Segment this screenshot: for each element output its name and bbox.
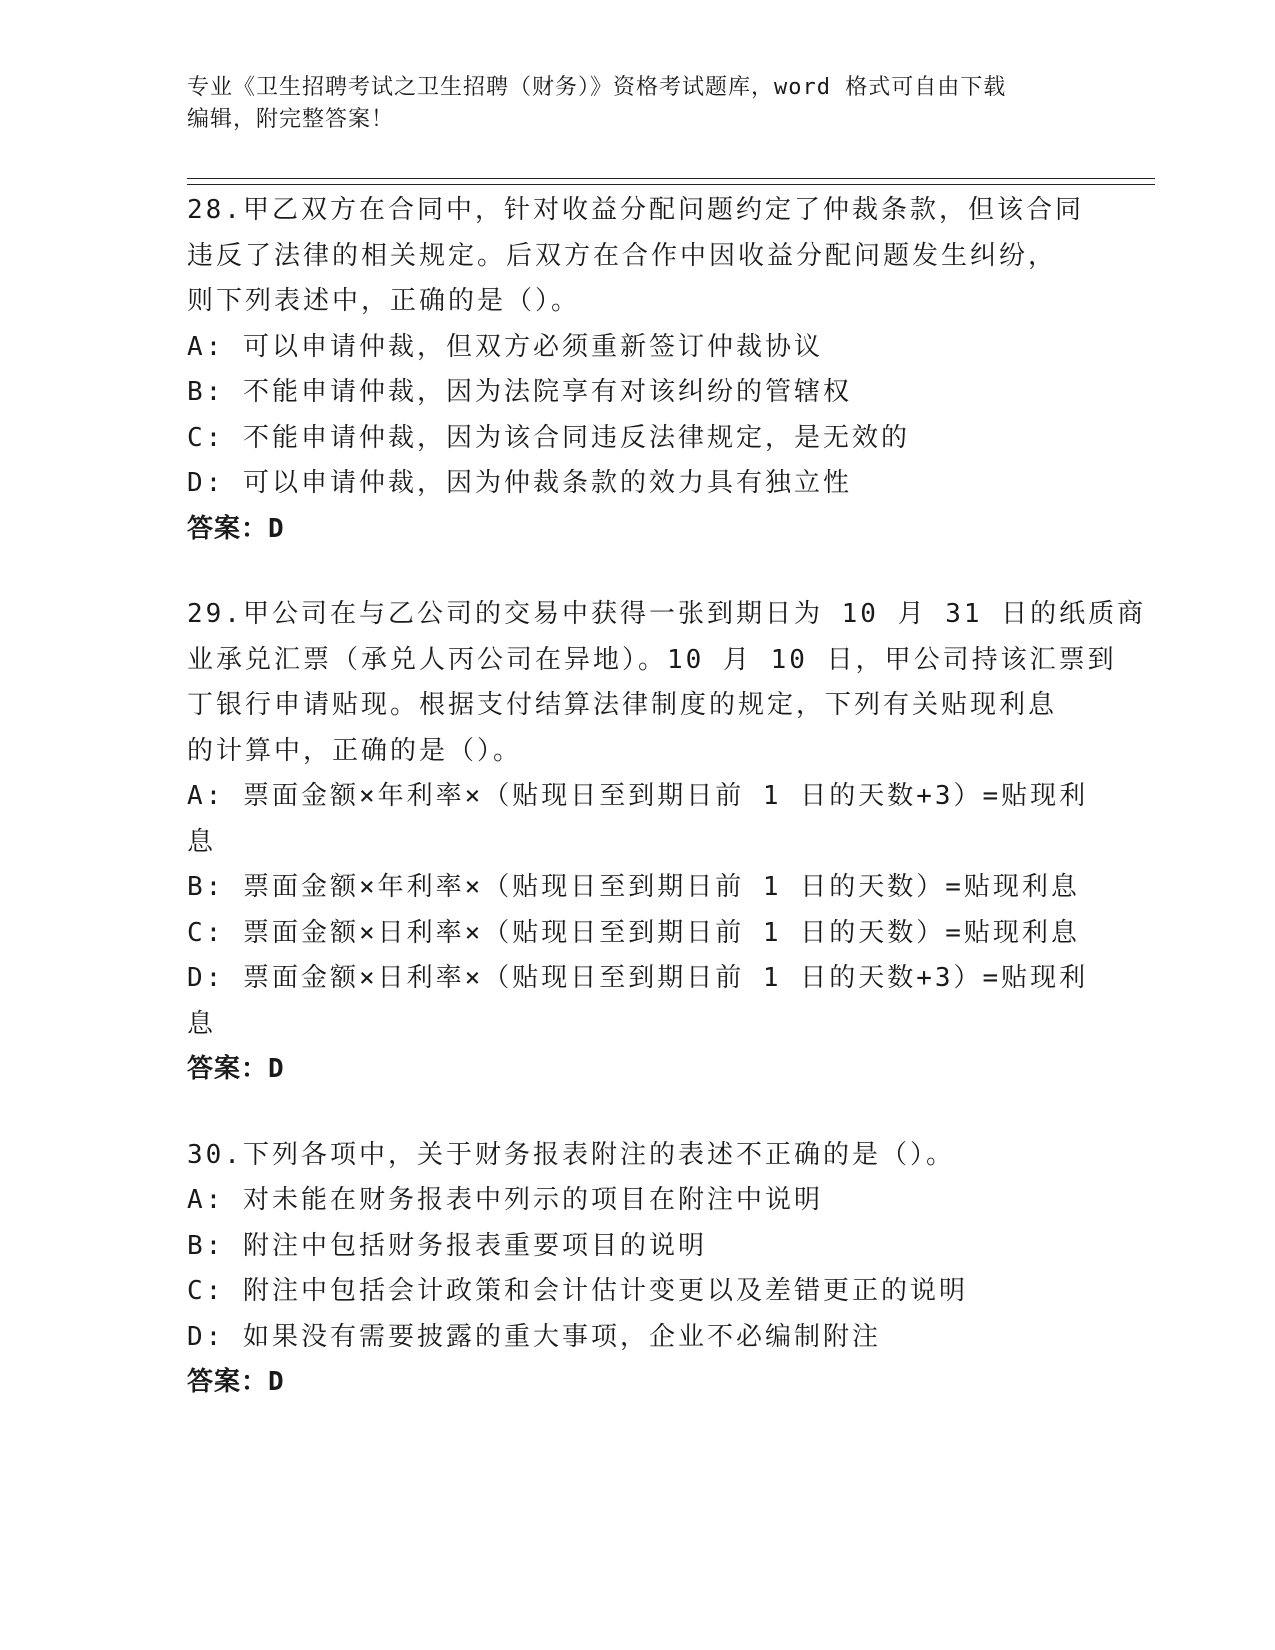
option-a-continued: 息 xyxy=(187,826,217,857)
option-b: B: 附注中包括财务报表重要项目的说明 xyxy=(187,1230,707,1261)
answer: 答案：D xyxy=(187,513,285,544)
option-b: B: 票面金额×年利率×（贴现日至到期日前 1 日的天数）=贴现利息 xyxy=(187,872,1080,902)
option-d: D: 如果没有需要披露的重大事项，企业不必编制附注 xyxy=(187,1321,881,1352)
question-text-line: 丁银行申请贴现。根据支付结算法律制度的规定，下列有关贴现利息 xyxy=(187,690,1058,720)
question-28 xyxy=(187,188,1087,552)
header-line-2: 编辑，附完整答案！ xyxy=(187,107,395,132)
question-text-line: 29.甲公司在与乙公司的交易中获得一张到期日为 10 月 31 日的纸质商 xyxy=(187,599,1147,629)
document-header xyxy=(187,72,1087,136)
question-text-line: 则下列表述中，正确的是（）。 xyxy=(187,286,581,316)
option-d: D: 票面金额×日利率×（贴现日至到期日前 1 日的天数+3）=贴现利 xyxy=(187,963,1089,993)
option-c: C: 附注中包括会计政策和会计估计变更以及差错更正的说明 xyxy=(187,1276,968,1306)
option-b: B: 不能申请仲裁，因为法院享有对该纠纷的管辖权 xyxy=(187,377,852,407)
header-divider xyxy=(187,178,1155,185)
question-text-line: 的计算中，正确的是（）。 xyxy=(187,735,523,766)
question-list xyxy=(187,188,1147,1446)
option-d-continued: 息 xyxy=(187,1008,217,1039)
option-a: A: 对未能在财务报表中列示的项目在附注中说明 xyxy=(187,1185,823,1215)
question-text-line: 业承兑汇票（承兑人丙公司在异地）。10 月 10 日，甲公司持该汇票到 xyxy=(187,644,1117,675)
question-text-line: 28.甲乙双方在合同中，针对收益分配问题约定了仲裁条款，但该合同 xyxy=(187,195,1084,225)
header-line-1: 专业《卫生招聘考试之卫生招聘（财务）》资格考试题库，word 格式可自由下载 xyxy=(187,75,1007,100)
option-a: A: 可以申请仲裁，但双方必须重新签订仲裁协议 xyxy=(187,331,823,362)
option-a: A: 票面金额×年利率×（贴现日至到期日前 1 日的天数+3）=贴现利 xyxy=(187,781,1089,811)
question-text-line: 违反了法律的相关规定。后双方在合作中因收益分配问题发生纠纷， xyxy=(187,240,1058,271)
answer: 答案：D xyxy=(187,1367,285,1397)
question-text-line: 30.下列各项中，关于财务报表附注的表述不正确的是（）。 xyxy=(187,1139,955,1170)
option-d: D: 可以申请仲裁，因为仲裁条款的效力具有独立性 xyxy=(187,468,852,498)
option-c: C: 不能申请仲裁，因为该合同违反法律规定，是无效的 xyxy=(187,422,910,453)
question-30 xyxy=(187,1133,1087,1406)
question-29 xyxy=(187,592,1147,1093)
answer: 答案：D xyxy=(187,1054,285,1084)
option-c: C: 票面金额×日利率×（贴现日至到期日前 1 日的天数）=贴现利息 xyxy=(187,917,1080,948)
